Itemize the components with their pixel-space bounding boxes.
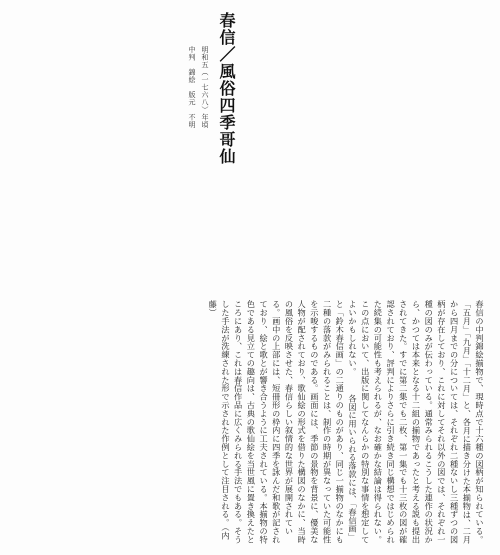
entry-header (187, 12, 238, 165)
entry-title: 春信／風俗四季哥仙 (217, 12, 236, 165)
commentary-text: 春信の中判錦絵揃物で、現時点で十六種の図柄が知られている。「五月」「九月」「十二月」と、各月に描き分けた本揃物は、二月から四月までの分については、それぞれ二種ないし三種ずつの図柄が存在しており、これに対してそれ以外の図では、それぞれ一種の図のみが伝わっている。通常みられるこうした連作の状況から、かつては本来となる十二組の揃物であったと考える説も提出されてきた。すでに第二集でも二枚、第一集でも十三枚の図が確認されており、評判によりさらに引き続き同じ構想ではじめられた続集の可能性も考えられるが、なお確かな結論は得られない。この点において、出版に関してなんらかの特別な事情を想定してよいかもしれない。 各図に用いられる落款には、「春信画」と「鈴木春信画」の二通りのものがあり、同じ一揃物のなかにも二種の落款がみられることは、制作の時期が異なっていた可能性を示唆するものである。画面には、季節の景物を背景に、優美な人物が配されており、歌仙絵の形式を借りた構図のなかに、当時の風俗を反映させた、春信らしい叙情的な世界が展開されている。画中の上部には、短冊形の枠内に四季を詠んだ和歌が記されており、絵と歌とが響き合うように工夫されている。本揃物の特色である見立ての趣向は、古典の歌仙絵を当世風に置き換えたところにあり、これは春信作品に広くみられる手法でもある。そうした手法が洗練された形で示された作例として注目される。（内藤） (208, 300, 485, 544)
format-line: 中判 錦絵 版元 不明 (188, 46, 196, 129)
entry-meta (187, 46, 209, 129)
date-line: 明和五（一七六八）年頃 (201, 46, 209, 129)
